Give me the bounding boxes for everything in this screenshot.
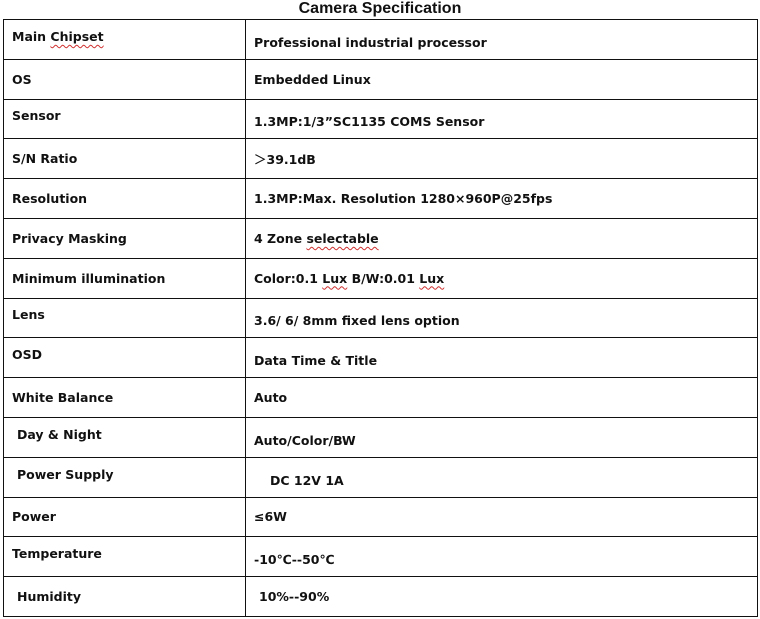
table-row	[4, 457, 758, 497]
row-value: Professional industrial processor	[246, 20, 758, 60]
row-label: Minimum illumination	[4, 258, 246, 298]
table-row	[4, 258, 758, 298]
row-value: Auto/Color/BW	[246, 417, 758, 457]
row-value: Auto	[246, 378, 758, 418]
table-row	[4, 298, 758, 338]
table-row	[4, 99, 758, 139]
row-value: 4 Zone selectable	[246, 218, 758, 258]
table-row	[4, 338, 758, 378]
row-label: S/N Ratio	[4, 139, 246, 179]
row-label: Power	[4, 497, 246, 537]
row-label: Lens	[4, 298, 246, 338]
row-label: Power Supply	[4, 457, 246, 497]
spec-table	[3, 19, 758, 617]
row-value: 1.3MP:Max. Resolution 1280×960P@25fps	[246, 179, 758, 219]
table-row	[4, 179, 758, 219]
row-value: Data Time & Title	[246, 338, 758, 378]
row-label: White Balance	[4, 378, 246, 418]
table-row	[4, 139, 758, 179]
row-value: 1.3MP:1/3”SC1135 COMS Sensor	[246, 99, 758, 139]
row-value: DC 12V 1A	[246, 457, 758, 497]
row-label: Sensor	[4, 99, 246, 139]
row-label: OS	[4, 59, 246, 99]
row-value: Embedded Linux	[246, 59, 758, 99]
table-row	[4, 218, 758, 258]
table-row	[4, 378, 758, 418]
row-label: Temperature	[4, 537, 246, 577]
row-label: Resolution	[4, 179, 246, 219]
row-label: Main Chipset	[4, 20, 246, 60]
table-row	[4, 537, 758, 577]
table-row	[4, 417, 758, 457]
row-value: Color:0.1 Lux B/W:0.01 Lux	[246, 258, 758, 298]
row-value: ＞39.1dB	[246, 139, 758, 179]
row-label: Day & Night	[4, 417, 246, 457]
row-value: 10%--90%	[246, 577, 758, 617]
table-row	[4, 20, 758, 60]
table-row	[4, 577, 758, 617]
row-label: Humidity	[4, 577, 246, 617]
row-label: OSD	[4, 338, 246, 378]
page-title: Camera Specification	[298, 0, 462, 17]
table-row	[4, 497, 758, 537]
row-value: -10℃--50℃	[246, 537, 758, 577]
row-value: 3.6/ 6/ 8mm fixed lens option	[246, 298, 758, 338]
row-value: ≤6W	[246, 497, 758, 537]
row-label: Privacy Masking	[4, 218, 246, 258]
table-row	[4, 59, 758, 99]
